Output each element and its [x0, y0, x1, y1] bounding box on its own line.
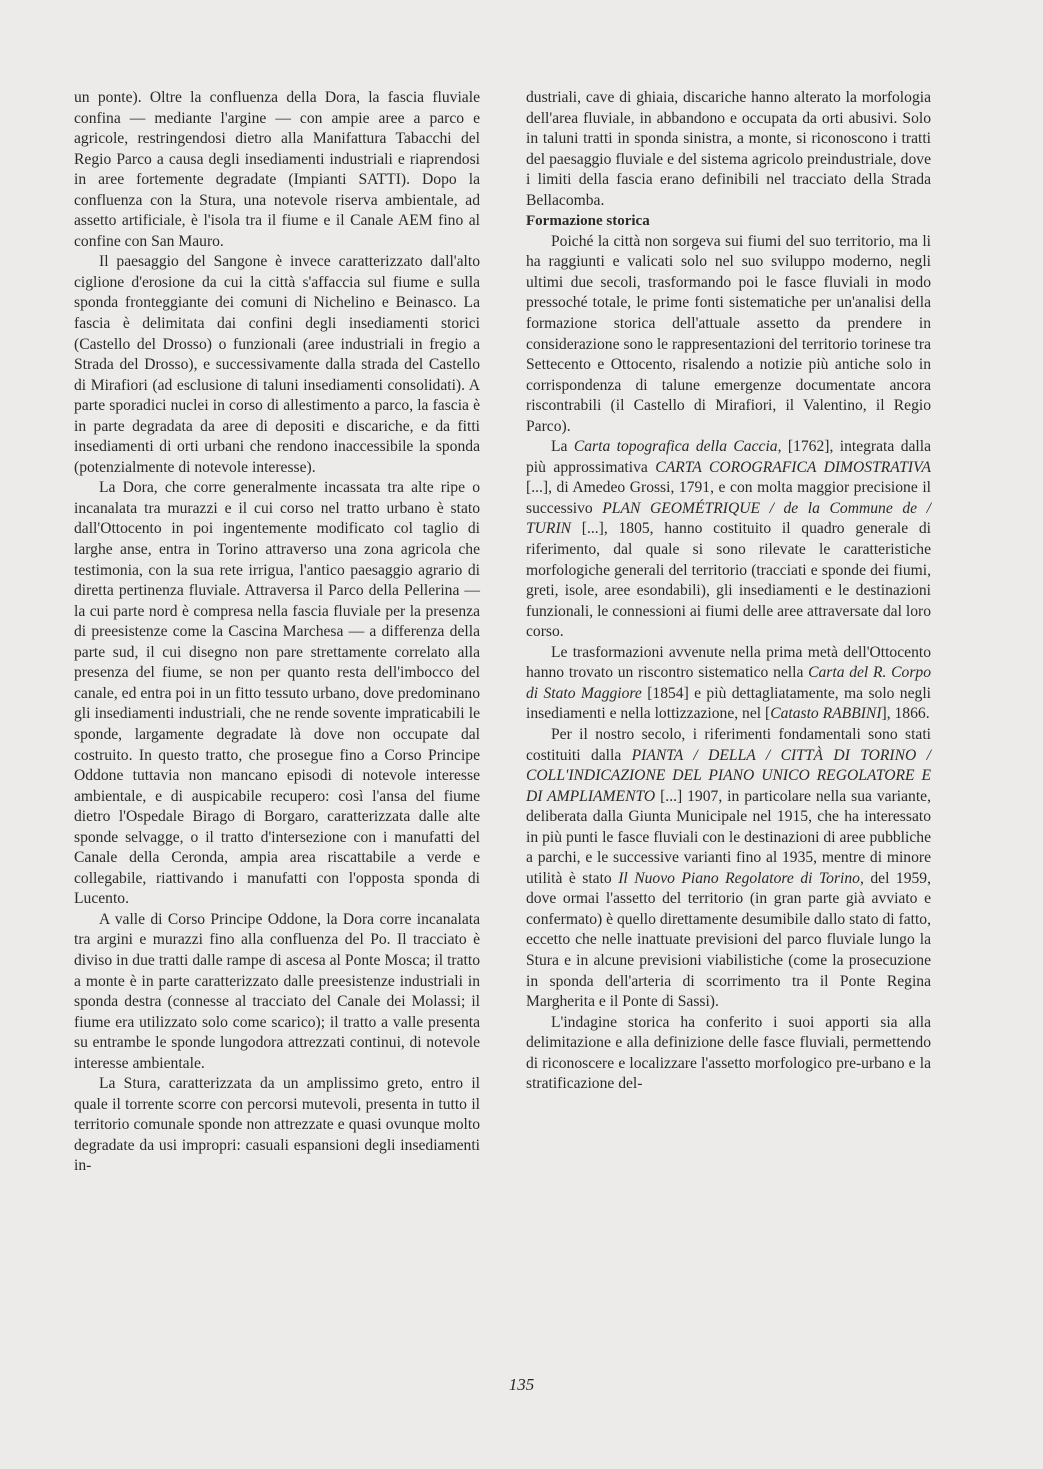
citation: PLAN GEOMÉTRIQUE / de la Commune de / TURIN	[526, 499, 931, 538]
paragraph: Poiché la città non sorgeva sui fiumi del suo territorio, ma li ha raggiunti e valicati solo nel suo sviluppo moderno, negli ultimi due secoli, trasformando poi le fasce fluviali in modo pressoché totale, le prime fonti sistematiche per un'analisi della formazione storica dell'attuale assetto da prendere in considerazione sono le rappresentazioni del territorio torinese tra Settecento e Ottocento, risalendo a notizie più antiche solo in corrispondenza di talune emergenze documentate ancora riscontrabili (il Castello di Mirafiori, il Valentino, il Regio Parco).	[526, 232, 931, 435]
paragraph: Il paesaggio del Sangone è invece caratterizzato dall'alto ciglione d'erosione da cui la città s'affaccia sul fiume e sulla sponda fronteggiante dei comuni di Nichelino e Beinasco. La fascia è delimitata dai confini degli insediamenti storici (Castello del Drosso) o funzionali (aree industriali in fregio a Strada del Drosso), e successivamente dalla strada del Castello di Mirafiori (ad esclusione di taluni insediamenti consolidati). A parte sporadici nuclei in corso di allestimento a parco, la fascia è in parte degradata da aree di depositi e discariche, e da fitti insediamenti di orti urbani che rendono inaccessibile la sponda (potenzialmente di notevole interesse).	[74, 253, 480, 476]
text-run: [...] 1907, in particolare nella sua variante, deliberata dalla Giunta Municipale nel 1915, che ha interessato in più punti le fasce fluviali con le destinazioni di aree pubbliche a parchi, e le successive varianti fino al 1935, mentre di minore utilità è stato	[526, 787, 932, 887]
paragraph	[526, 437, 931, 642]
paragraph	[526, 643, 931, 725]
paragraph	[526, 725, 931, 1013]
citation: Il Nuovo Piano Regolatore di Torino	[618, 869, 860, 887]
citation: Carta topografica della Caccia	[573, 438, 778, 456]
text-run: ], 1866.	[881, 705, 930, 723]
right-column	[526, 88, 931, 1095]
text-run: [1854] e più dettagliatamente, ma solo negli insediamenti e nella lottizzazione, nel [	[526, 684, 931, 723]
citation: Catasto RABBINI	[770, 705, 882, 723]
left-column	[74, 88, 480, 1177]
text-run: Per il nostro secolo, i riferimenti fondamentali sono stati costituiti dalla	[526, 725, 931, 764]
section-heading: Formazione storica	[526, 213, 650, 230]
paragraph: La Dora, che corre generalmente incassata tra alte ripe o incanalata tra murazzi e il cui corso nel tratto urbano è stato dall'Ottocento in poi ingentemente modificato col taglio di larghe anse, entra in Torino attraverso una zona agricola che testimonia, con la sua rete irrigua, l'antico paesaggio agrario di diretta pertinenza fluviale. Attraversa il Parco della Pellerina — la cui parte nord è compresa nella fascia fluviale per la presenza di preesistenze come la Cascina Marchesa — a differenza della parte sud, il cui disegno non pare strettamente correlato alla presenza del fiume, se non per quanto resta dell'imbocco del canale, ed entra poi in un fitto tessuto urbano, dove predominano gli insediamenti industriali, che ne rende sovente impraticabili le sponde, largamente degradate là dove non occupate dal costruito. In questo tratto, che prosegue fino a Corso Principe Oddone tuttavia non mancano episodi di notevole interesse ambientale, e di auspicabile recupero: così l'ansa del fiume dietro l'Ospedale Birago di Borgaro, caratterizzata dalle alte sponde selvagge, o il tratto d'intersezione con i manufatti del Canale della Ceronda, ampia area riscattabile a verde e collegabile, riattivando i manufatti con l'opposta sponda di Lucento.	[74, 479, 480, 908]
text-run: [...], 1805, hanno costituito il quadro generale di riferimento, dal quale si sono rilevate le caratteristiche morfologiche generali del territorio (tracciati e sponde dei fiumi, greti, isole, aree esondabili), gli insediamenti e le destinazioni funzionali, le connessioni ai fiumi delle aree attraversate dal loro corso.	[526, 520, 931, 641]
citation: CARTA COROGRAFICA DIMOSTRATIVA	[655, 458, 931, 476]
paragraph: A valle di Corso Principe Oddone, la Dora corre incanalata tra argini e murazzi fino alla confluenza del Po. Il tracciato è diviso in due tratti dalle rampe di ascesa al Ponte Mosca; il tratto a monte è in parte caratterizzato dalle preesistenze industriali in sponda destra (connesse al tracciato del Canale dei Molassi; il fiume era utilizzato solo come scarico); il tratto a valle presenta su entrambe le sponde lungodora attrezzati continui, di notevole interesse ambientale.	[74, 910, 480, 1072]
text-run: [...], di Amedeo Grossi, 1791, e con molta maggior precisione il successivo	[526, 479, 931, 517]
citation: Carta del R. Corpo di Stato Maggiore	[526, 664, 931, 702]
text-run: Le trasformazioni avvenute nella prima metà dell'Ottocento hanno trovato un riscontro sistematico nella	[526, 643, 931, 682]
paragraph: L'indagine storica ha conferito i suoi apporti sia alla delimitazione e alla definizione delle fasce fluviali, permettendo di riconoscere e localizzare l'assetto morfologico pre-urbano e la stratificazione del-	[526, 1013, 931, 1093]
paragraph: dustriali, cave di ghiaia, discariche hanno alterato la morfologia dell'area fluviale, in abbandono e occupata da orti abusivi. Solo in taluni tratti in sponda sinistra, a monte, si riconoscono i tratti del paesaggio fluviale e del sistema agricolo preindustriale, dove i limiti della fascia erano definibili nel tracciato della Strada Bellacomba.	[526, 89, 931, 209]
citation: PIANTA / DELLA / CITTÀ DI TORINO / COLL'INDICAZIONE DEL PIANO UNICO REGOLATORE E DI AMPLIAMENTO	[526, 746, 931, 805]
text-run: , [1762], integrata dalla più approssimativa	[526, 438, 931, 476]
paragraph: un ponte). Oltre la confluenza della Dora, la fascia fluviale confina — mediante l'argine — con ampie aree a parco e agricole, restringendosi dietro alla Manifattura Tabacchi del Regio Parco a causa degli insediamenti industriali e riaprendosi in aree fortemente degradate (Impianti SATTI). Dopo la confluenza con la Stura, una notevole riserva ambientale, ad assetto artificiale, è l'isola tra il fiume e il Canale AEM fino al confine con San Mauro.	[74, 89, 480, 250]
paragraph: La Stura, caratterizzata da un amplissimo greto, entro il quale il torrente scorre con percorsi mutevoli, presenta in tutto il territorio comunale sponde non attrezzate e quasi ovunque molto degradate da usi impropri: casuali espansioni degli insediamenti in-	[74, 1075, 480, 1175]
text-run: La	[551, 438, 574, 456]
text-run: , del 1959, dove ormai l'assetto del territorio (in gran parte già avviato e confermato) è quello direttamente desumibile dallo stato di fatto, eccetto che nelle inattuate previsioni del parco fluviale lungo la Stura e in alcune previsioni viabilistiche (come la prosecuzione in sponda dell'arteria di scorrimento tra il Ponte Regina Margherita e il Ponte di Sassi).	[526, 869, 931, 1011]
page-number: 135	[508, 1375, 535, 1394]
